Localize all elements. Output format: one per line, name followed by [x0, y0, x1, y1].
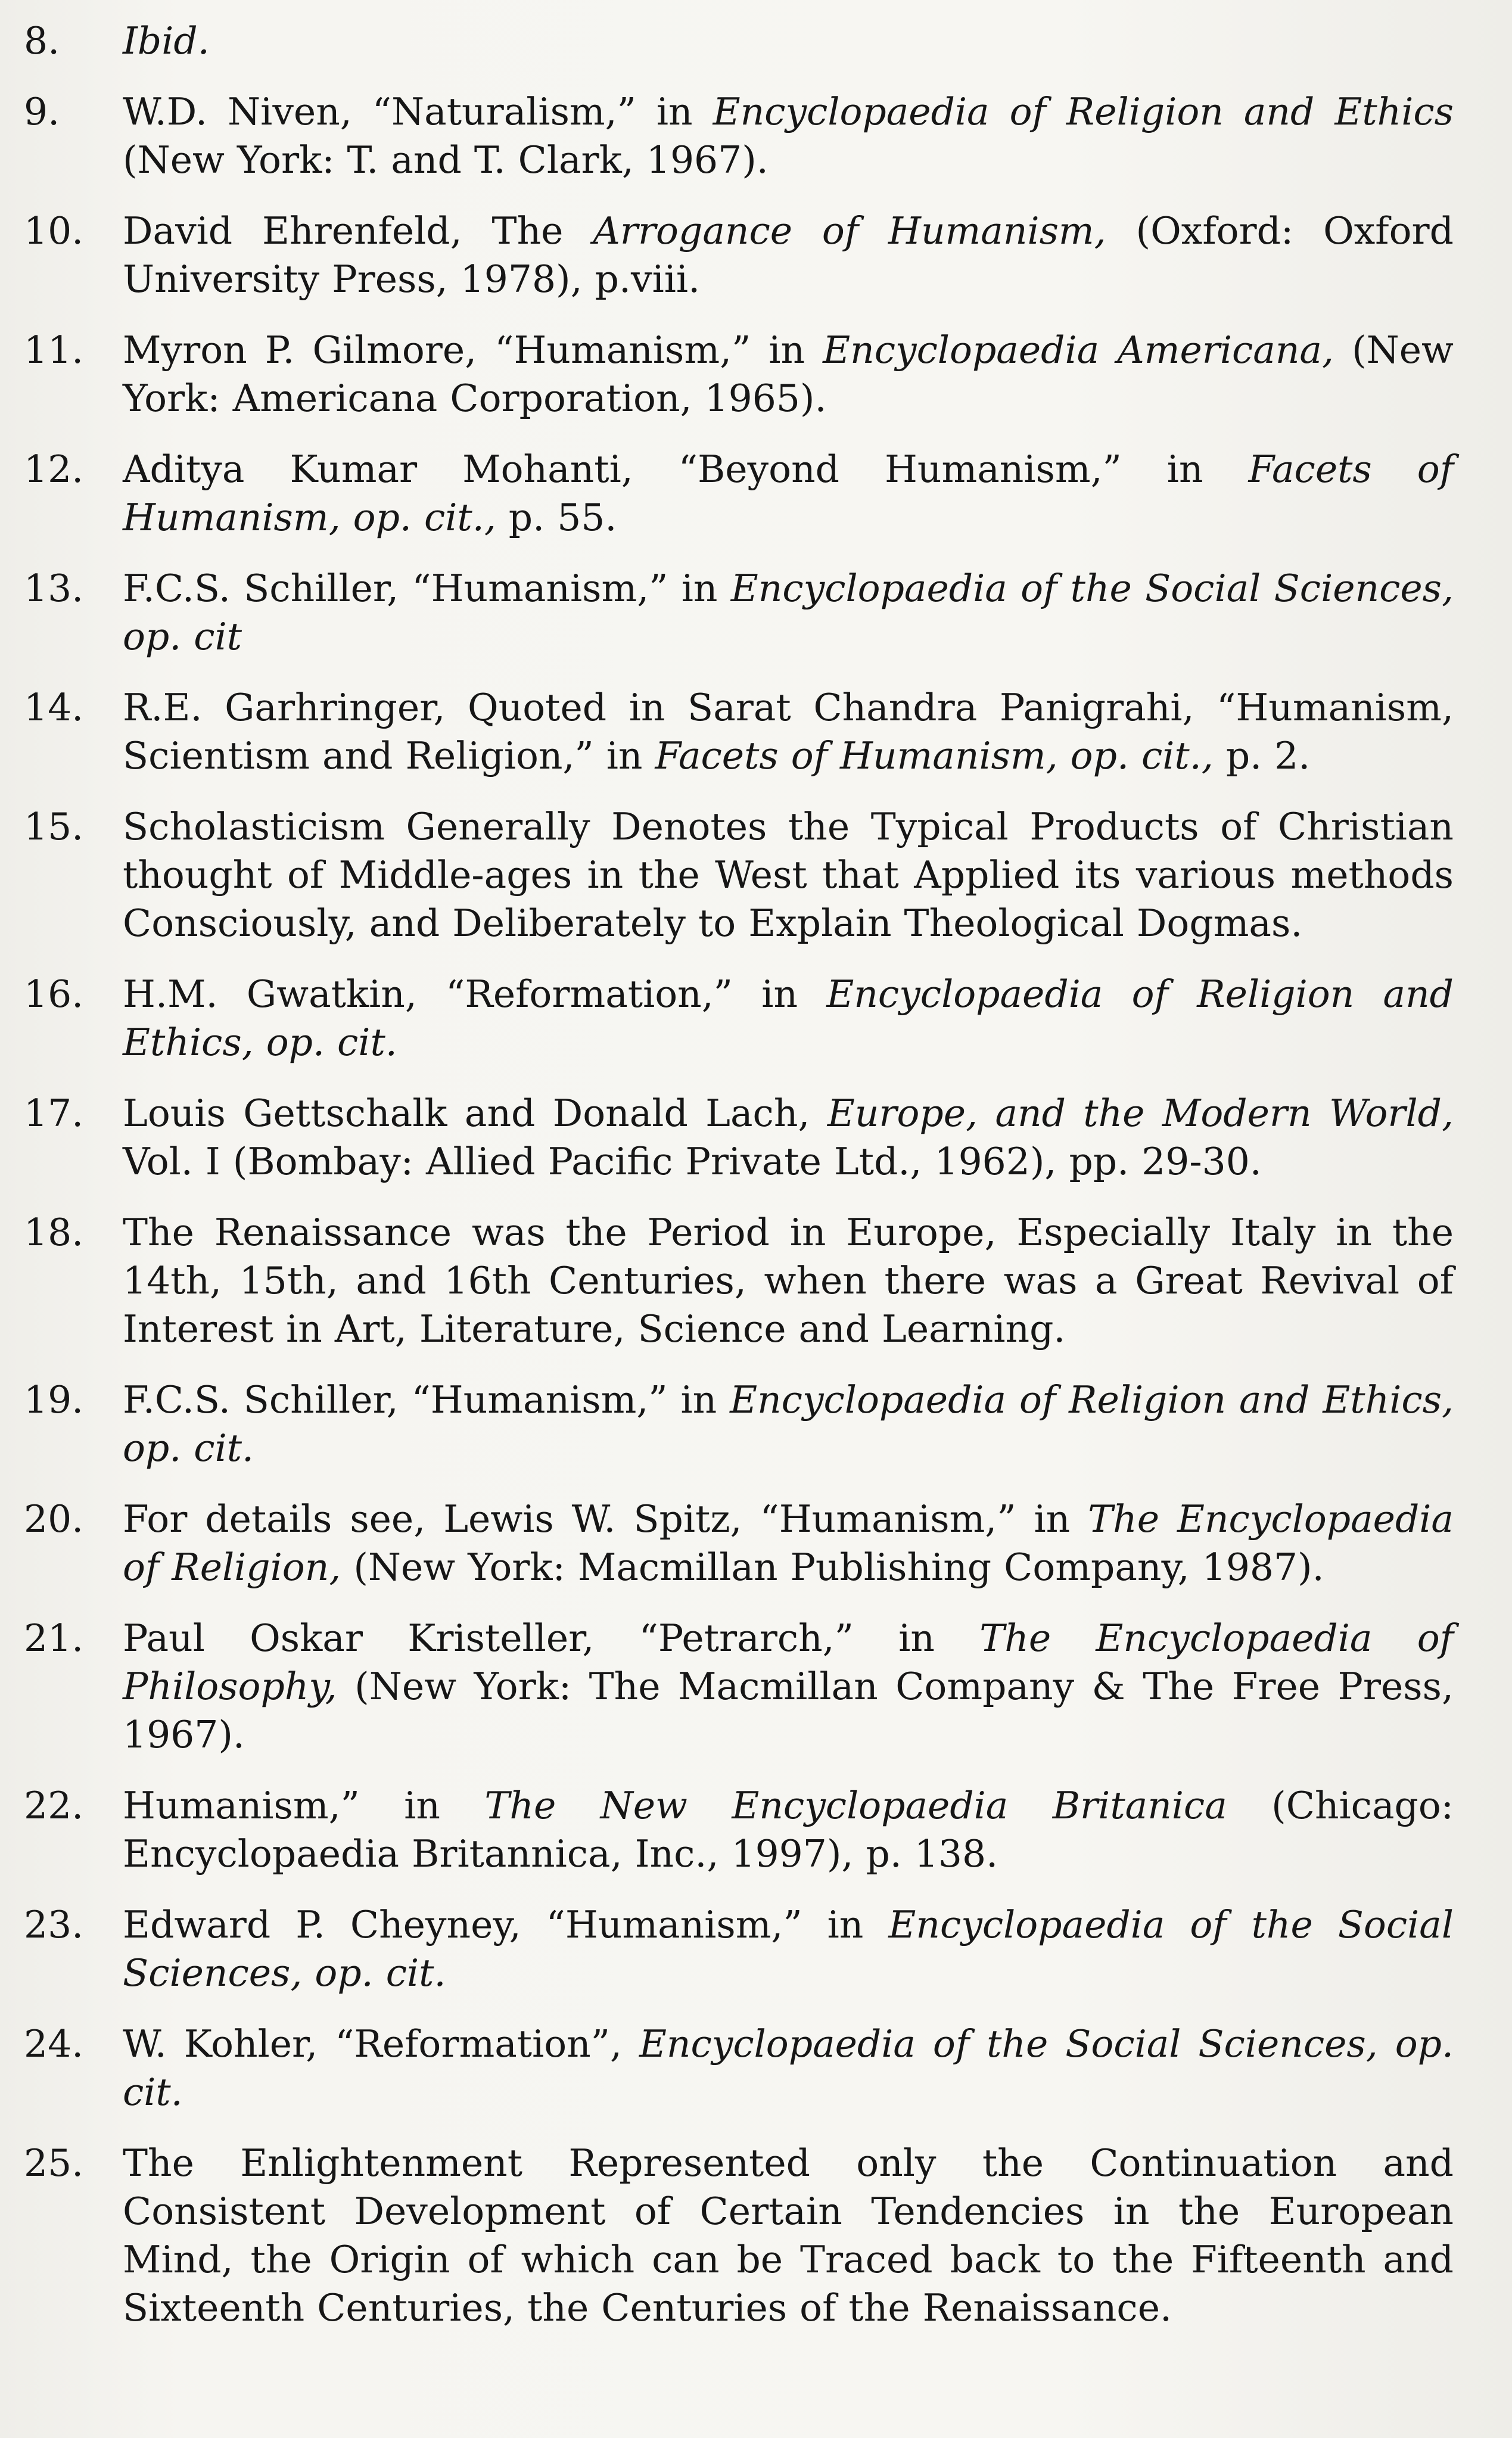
- endnote-italic-text: Ibid.: [123, 19, 210, 63]
- endnote-item: [24, 1089, 1454, 1186]
- endnote-text-segment: W.D. Niven, “Naturalism,” in: [123, 90, 713, 133]
- endnote-italic-text: Encyclopaedia of the Social Sciences, op. cit.: [123, 2022, 1454, 2114]
- endnote-text-segment: W. Kohler, “Reformation”,: [123, 2022, 639, 2066]
- endnote-text-segment: H.M. Gwatkin, “Reformation,” in: [123, 972, 827, 1016]
- endnote-italic-text: Encyclopaedia of Religion and Ethics: [713, 90, 1454, 133]
- endnote-item: [24, 2020, 1454, 2116]
- endnote-item: [24, 1376, 1454, 1472]
- endnote-text-segment: For details see, Lewis W. Spitz, “Humanism,” in: [123, 1497, 1088, 1541]
- endnote-text: [123, 1616, 1454, 1756]
- endnote-text: [123, 1903, 1454, 1995]
- endnote-number: 15.: [24, 805, 84, 848]
- endnote-item: [24, 970, 1454, 1066]
- endnote-text: [123, 1784, 1454, 1876]
- endnote-italic-text: Encyclopaedia Americana,: [823, 328, 1334, 372]
- endnote-text: [123, 805, 1454, 945]
- endnote-text-segment: (Chicago: Encyclopaedia Britannica, Inc., 1997), p. 138.: [123, 1784, 1454, 1876]
- endnote-text-segment: The Renaissance was the Period in Europe, Especially Italy in the 14th, 15th, and 16th Centuries, when there was a Great Revival of Interest in Art, Literature, Science and Learning.: [123, 1211, 1454, 1351]
- endnote-text-segment: Humanism,” in: [123, 1784, 485, 1827]
- endnote-text: [123, 686, 1454, 778]
- endnote-italic-text: Facets of Humanism, op. cit.,: [655, 734, 1214, 778]
- endnote-text-segment: (Oxford: Oxford University Press, 1978), p.viii.: [123, 209, 1454, 301]
- endnote-italic-text: Encyclopaedia of Religion and Ethics, op. cit.: [123, 972, 1454, 1064]
- endnote-text: [123, 567, 1454, 658]
- endnote-text: [123, 209, 1454, 301]
- endnote-number: 14.: [24, 686, 84, 729]
- endnote-number: 19.: [24, 1378, 84, 1422]
- endnote-item: [24, 1901, 1454, 1997]
- endnote-text-segment: David Ehrenfeld, The: [123, 209, 593, 253]
- endnote-text-segment: p. 2.: [1213, 734, 1311, 778]
- endnote-text-segment: Vol. I (Bombay: Allied Pacific Private Ltd., 1962), pp. 29-30.: [123, 1140, 1262, 1183]
- endnote-text: [123, 19, 210, 63]
- endnote-text-segment: (New York: Macmillan Publishing Company, 1987).: [341, 1545, 1324, 1589]
- endnote-italic-text: Encyclopaedia of the Social Sciences, op. cit.: [123, 1903, 1454, 1995]
- endnote-text-segment: Myron P. Gilmore, “Humanism,” in: [123, 328, 823, 372]
- endnote-text: [123, 2022, 1454, 2114]
- endnote-text: [123, 2141, 1454, 2330]
- endnote-item: [24, 2139, 1454, 2332]
- endnote-number: 9.: [24, 90, 60, 133]
- endnote-number: 16.: [24, 972, 84, 1016]
- endnote-text-segment: F.C.S. Schiller, “Humanism,” in: [123, 567, 731, 610]
- endnote-text: [123, 90, 1454, 182]
- endnote-text: [123, 1211, 1454, 1351]
- endnote-text: [123, 1091, 1454, 1183]
- endnotes-list: [24, 17, 1454, 2355]
- endnote-text-segment: (New York: The Macmillan Company & The Free Press, 1967).: [123, 1665, 1454, 1756]
- endnote-number: 21.: [24, 1616, 84, 1660]
- endnote-italic-text: The Encyclopaedia of Religion,: [123, 1497, 1454, 1589]
- endnote-item: [24, 1781, 1454, 1878]
- endnote-text: [123, 328, 1454, 420]
- endnote-item: [24, 1208, 1454, 1353]
- endnote-number: 22.: [24, 1784, 84, 1827]
- endnote-number: 23.: [24, 1903, 84, 1946]
- endnote-italic-text: Arrogance of Humanism,: [593, 209, 1106, 253]
- endnote-number: 13.: [24, 567, 84, 610]
- endnote-text-segment: p. 55.: [496, 496, 617, 539]
- endnote-item: [24, 445, 1454, 542]
- endnote-text-segment: F.C.S. Schiller, “Humanism,” in: [123, 1378, 730, 1422]
- endnote-italic-text: Encyclopaedia of the Social Sciences, op. cit: [123, 567, 1454, 658]
- endnote-text-segment: Aditya Kumar Mohanti, “Beyond Humanism,” in: [123, 447, 1249, 491]
- endnote-text: [123, 972, 1454, 1064]
- endnote-number: 17.: [24, 1091, 84, 1135]
- endnote-item: [24, 88, 1454, 184]
- endnote-text-segment: The Enlightenment Represented only the Continuation and Consistent Development of Certain Tendencies in the European Mind, the Origin of which can be Traced back to the Fifteenth and Sixteenth Centuries, the Centuries of the Renaissance.: [123, 2141, 1454, 2330]
- endnote-italic-text: Encyclopaedia of Religion and Ethics, op. cit.: [123, 1378, 1454, 1470]
- endnote-text-segment: Scholasticism Generally Denotes the Typical Products of Christian thought of Middle-ages in the West that Applied its various methods Consciously, and Deliberately to Explain Theological Dogmas.: [123, 805, 1454, 945]
- endnote-number: 18.: [24, 1211, 84, 1254]
- endnote-text-segment: Louis Gettschalk and Donald Lach,: [123, 1091, 827, 1135]
- endnote-italic-text: The Encyclopaedia of Philosophy,: [123, 1616, 1454, 1708]
- endnote-text: [123, 1497, 1454, 1589]
- endnote-item: [24, 803, 1454, 947]
- endnote-text-segment: R.E. Garhringer, Quoted in Sarat Chandra Panigrahi, “Humanism, Scientism and Religion,” in: [123, 686, 1454, 778]
- endnote-text: [123, 447, 1454, 539]
- endnote-item: [24, 564, 1454, 661]
- endnote-number: 8.: [24, 19, 60, 63]
- endnote-text-segment: (New York: T. and T. Clark, 1967).: [123, 138, 769, 182]
- endnote-item: [24, 683, 1454, 780]
- endnote-item: [24, 207, 1454, 303]
- endnote-number: 11.: [24, 328, 84, 372]
- endnote-item: [24, 17, 1454, 65]
- endnote-number: 25.: [24, 2141, 84, 2185]
- endnote-text-segment: (New York: Americana Corporation, 1965).: [123, 328, 1454, 420]
- endnote-italic-text: The New Encyclopaedia Britanica: [484, 1784, 1227, 1827]
- endnote-number: 10.: [24, 209, 84, 253]
- endnote-item: [24, 1614, 1454, 1759]
- endnote-item: [24, 1495, 1454, 1591]
- endnote-number: 12.: [24, 447, 84, 491]
- endnote-italic-text: Facets of Humanism, op. cit.,: [123, 447, 1454, 539]
- endnote-text: [123, 1378, 1454, 1470]
- endnote-number: 24.: [24, 2022, 84, 2066]
- endnote-italic-text: Europe, and the Modern World,: [827, 1091, 1454, 1135]
- endnote-text-segment: Edward P. Cheyney, “Humanism,” in: [123, 1903, 889, 1946]
- endnote-text-segment: Paul Oskar Kristeller, “Petrarch,” in: [123, 1616, 980, 1660]
- endnote-number: 20.: [24, 1497, 84, 1541]
- endnote-item: [24, 326, 1454, 422]
